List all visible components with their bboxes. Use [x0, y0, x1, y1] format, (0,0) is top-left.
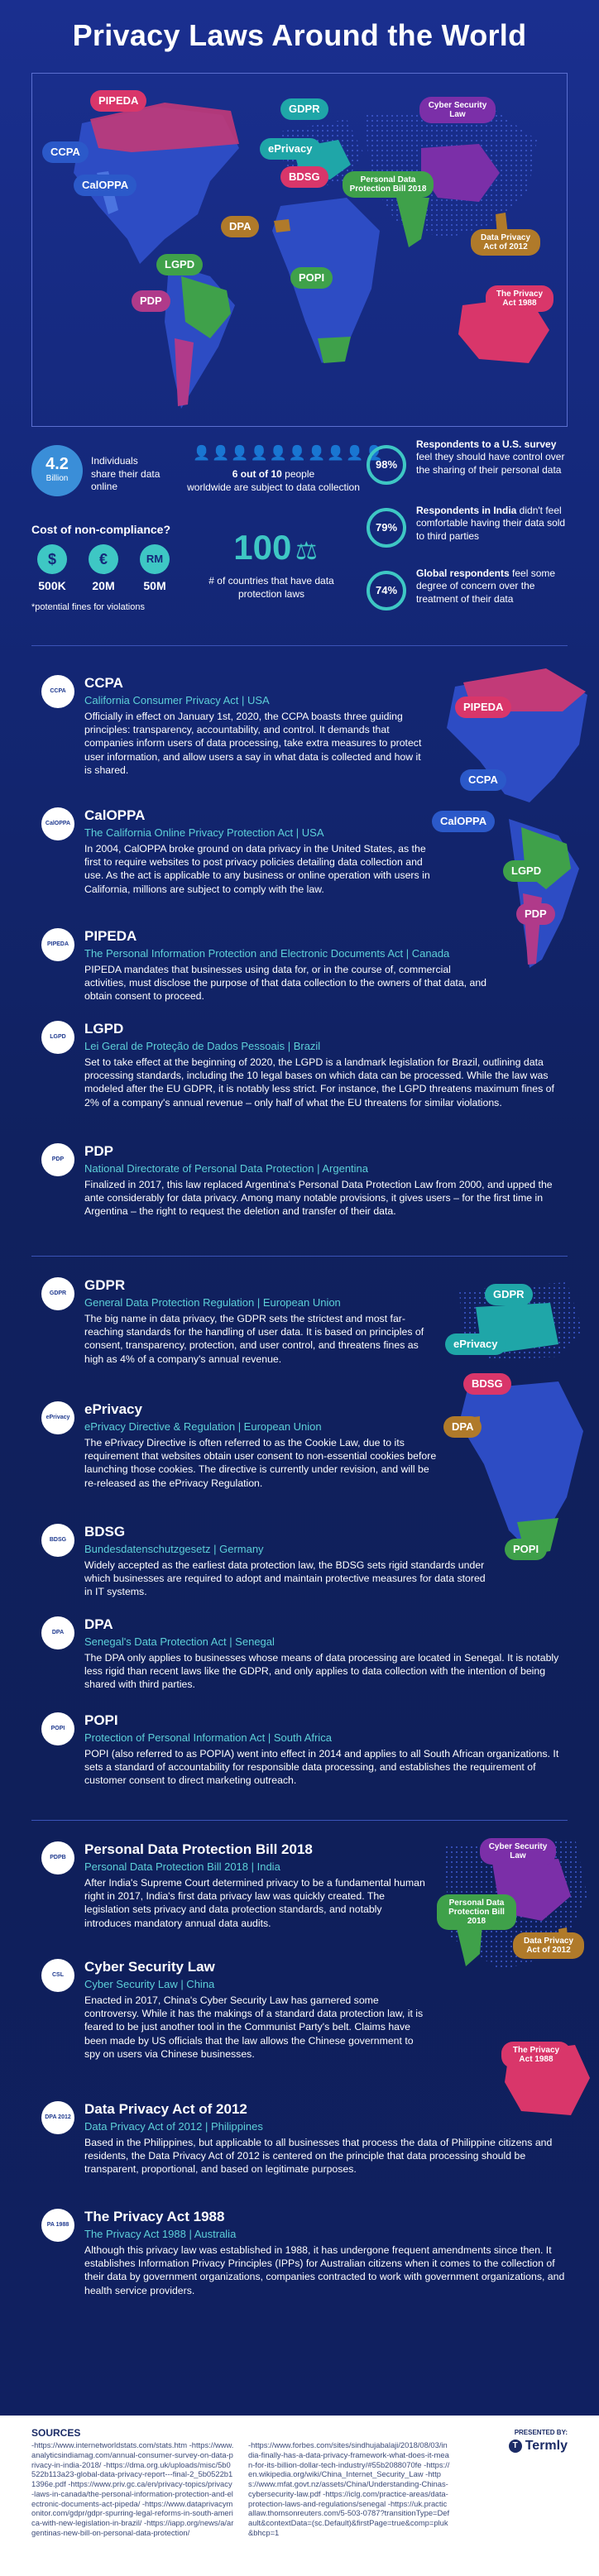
- law-description: Although this privacy law was established in 1988, it has undergone frequent amendments since then. It establishes Information Privacy Principles (IPPs) for Australian citizens when it comes to the collection of their data by government organizations, companies contracted to work with government organizations, and health service providers.: [84, 2244, 565, 2296]
- law-name: GDPR: [84, 1277, 126, 1293]
- presented-by: PRESENTED BY:: [514, 2429, 568, 2436]
- fine-amount: 20M: [92, 579, 115, 592]
- euro-icon: €: [89, 544, 118, 574]
- divider: [31, 1820, 568, 1821]
- cyber-security-logo: CSL: [41, 1959, 74, 1992]
- gdpr-logo: GDPR: [41, 1277, 74, 1310]
- europe-tag-eprivacy: ePrivacy: [445, 1333, 506, 1355]
- privacy-act-1988-logo: PA 1988: [41, 2209, 74, 2242]
- law-name: Cyber Security Law: [84, 1959, 215, 1975]
- people-text-a: people: [281, 468, 315, 480]
- law-subtitle: California Consumer Privacy Act | USA: [84, 694, 270, 706]
- law-description: PIPEDA mandates that businesses using data for, or in the course of, commercial activities, must disclose the purpose of that data collection to the owners of that data, and obtain consent to proceed.: [84, 964, 487, 1003]
- asia-tag-privacy-act-1988: The Privacy Act 1988: [501, 2042, 571, 2068]
- argentina-shape: [175, 338, 194, 406]
- law-subtitle: ePrivacy Directive & Regulation | European Union: [84, 1420, 322, 1433]
- law-description: Widely accepted as the earliest data protection law, the BDSG sets rigid standards under which businesses are required to adopt and maintain protective measures for data stored in IT systems.: [84, 1559, 486, 1598]
- people-text-b: worldwide are subject to data collection: [187, 481, 360, 493]
- law-description: POPI (also referred to as POPIA) went into effect in 2014 and applies to all South African organizations. It sets a standard of accountability for responsible data processing, and establishes the requirement of customer consent to direct marketing outreach.: [84, 1748, 559, 1787]
- share-text: Individuals share their data online: [91, 455, 161, 493]
- survey-text: Global respondents feel some degree of concern over the treatment of their data: [416, 567, 556, 605]
- dpa-logo: DPA: [41, 1616, 74, 1650]
- law-description: Officially in effect on January 1st, 2020, the CCPA boasts three guiding principles: transparency, accountability, and control. It demands that companies inform users of data processing, take extra measures to protect user information, and allow users a say in what data is collected and how it is shared.: [84, 711, 422, 776]
- americas-tag-pipeda: PIPEDA: [455, 697, 511, 718]
- fine-3: [134, 544, 175, 592]
- map-tag-pdpb-2018: Personal Data Protection Bill 2018: [343, 171, 434, 198]
- survey-1: [367, 438, 568, 491]
- law-description: Finalized in 2017, this law replaced Argentina's Personal Data Protection Law from 2000, and upped the ante considerably for data privacy. Among many notable provisions, it gives users – for the first time in Argentina – the right to request the deletion and transfer of their data.: [84, 1179, 553, 1218]
- survey-2: [367, 501, 568, 554]
- countries-text: # of countries that have data protection laws: [208, 575, 334, 600]
- europe-tag-popi: POPI: [505, 1539, 547, 1560]
- pdpb-logo: PDPB: [41, 1841, 74, 1875]
- ringgit-icon: RM: [140, 544, 170, 574]
- americas-tag-lgpd: LGPD: [503, 860, 549, 882]
- senegal-shape: [274, 219, 290, 232]
- law-name: PDP: [84, 1143, 113, 1159]
- billion-number: 4.2: [46, 455, 69, 473]
- asia-oceania-map: [434, 1830, 592, 2144]
- law-name: ePrivacy: [84, 1401, 142, 1417]
- page-title: Privacy Laws Around the World: [72, 18, 527, 52]
- countries-number: 100: [233, 528, 292, 567]
- map-tag-cyber-security-law: Cyber Security Law: [419, 97, 496, 123]
- survey-text: Respondents in India didn't feel comfortable having their data sold to third parties: [416, 505, 566, 542]
- law-description: The ePrivacy Directive is often referred to as the Cookie Law, due to its requirement that websites obtain user consent to non-essential cookies before launching those cookies. The directive is currently under revision, and will be re-released as the ePrivacy Regulation.: [84, 1437, 437, 1489]
- map-tag-bdsg: BDSG: [280, 166, 328, 188]
- world-map-panel: [31, 73, 568, 427]
- law-name: DPA: [84, 1616, 113, 1632]
- asia-tag-dpa-2012: Data Privacy Act of 2012: [513, 1932, 584, 1959]
- asia-tag-pdpb-2018: Personal Data Protection Bill 2018: [437, 1894, 516, 1930]
- fine-amount: 500K: [38, 579, 66, 592]
- law-name: PIPEDA: [84, 928, 137, 944]
- law-name: The Privacy Act 1988: [84, 2209, 225, 2224]
- map-tag-dpa-2012: Data Privacy Act of 2012: [471, 229, 540, 256]
- law-subtitle: The California Online Privacy Protection Act | USA: [84, 826, 324, 839]
- law-subtitle: Bundesdatenschutzgesetz | Germany: [84, 1543, 264, 1555]
- law-subtitle: Protection of Personal Information Act | South Africa: [84, 1731, 332, 1744]
- law-name: CalOPPA: [84, 807, 146, 823]
- map-tag-gdpr: GDPR: [280, 98, 328, 120]
- people-stat: [184, 468, 362, 494]
- law-name: POPI: [84, 1712, 118, 1728]
- sources-panel: [0, 2416, 599, 2576]
- billion-word: Billion: [46, 474, 69, 483]
- law-subtitle: Lei Geral de Proteção de Dados Pessoais | Brazil: [84, 1040, 321, 1052]
- map-tag-lgpd: LGPD: [156, 254, 203, 275]
- pipeda-logo: PIPEDA: [41, 928, 74, 961]
- caloppa-logo: CalOPPA: [41, 807, 74, 840]
- law-name: LGPD: [84, 1021, 124, 1037]
- law-description: Set to take effect at the beginning of 2020, the LGPD is a landmark legislation for Brazil, outlining data processing standards, including the 10 legal bases on which data can be processed. While the law was modeled after the EU GDPR, it is notably less strict. For instance, the LGPD threatens maximum fines of 2% of a company's annual revenue – only half of what the EU threatens for similar violations.: [84, 1056, 554, 1108]
- map-tag-dpa: DPA: [221, 216, 259, 237]
- map-tag-pipeda: PIPEDA: [90, 90, 146, 112]
- scale-icon: ⚖: [295, 538, 318, 565]
- popi-logo: POPI: [41, 1712, 74, 1745]
- dollar-icon: $: [37, 544, 67, 574]
- termly-brand: [509, 2439, 568, 2454]
- law-description: After India's Supreme Court determined privacy to be a fundamental human right in 2017, India's first data privacy law was quickly created. The legislation sets privacy and data protection standards, and notably introduces mandatory annual data audits.: [84, 1877, 425, 1929]
- americas-tag-ccpa: CCPA: [460, 769, 506, 791]
- stats-panel: [31, 438, 568, 629]
- fines-note: *potential fines for violations: [31, 602, 145, 612]
- law-subtitle: Personal Data Protection Bill 2018 | India: [84, 1860, 280, 1873]
- fine-amount: 50M: [143, 579, 166, 592]
- law-name: Data Privacy Act of 2012: [84, 2101, 247, 2117]
- law-name: CCPA: [84, 675, 123, 691]
- bdsg-logo: BDSG: [41, 1524, 74, 1557]
- law-description: Based in the Philippines, but applicable to all businesses that process the data of Philippine citizens and residents, the Data Privacy Act of 2012 is centered on the principle that data processing should be transparent, proportional, and based on legitimate purposes.: [84, 2137, 553, 2176]
- termly-name[interactable]: Termly: [525, 2439, 568, 2453]
- europe-tag-dpa: DPA: [443, 1416, 482, 1438]
- sources-title: SOURCES: [31, 2427, 81, 2439]
- eprivacy-logo: ePrivacy: [41, 1401, 74, 1434]
- termly-logo-icon: T: [509, 2440, 522, 2453]
- survey-text: Respondents to a U.S. survey feel they should have control over the sharing of their personal data: [416, 438, 565, 476]
- survey-3: [367, 564, 568, 617]
- survey-ring: 74%: [367, 571, 406, 610]
- map-tag-caloppa: CalOPPA: [74, 175, 137, 196]
- sources-column-2: -https://www.forbes.com/sites/sindhujabalaji/2018/08/03/india-finally-has-a-data-privacy-framework-what-does-it-mean-for-its-billion-dollar-tech-industry/#55b2088070fe -https://en.wikipedia.org/wiki/China_Internet_Security_Law -https://www.mfat.govt.nz/assets/China/Understanding-Chinas-cybersecurity-law.pdf -https://iclg.com/practice-areas/data-protection-laws-and-regulations/senegal -https://uk.practicallaw.thomsonreuters.com/5-503-0787?transitionType=Default&contextData=(sc.Default)&firstPage=true&comp=pluk&bhcp=1: [248, 2440, 450, 2537]
- cost-title: Cost of non-compliance?: [31, 523, 170, 536]
- south-africa-shape: [318, 337, 351, 363]
- map-tag-eprivacy: ePrivacy: [260, 138, 321, 160]
- pdp-logo: PDP: [41, 1143, 74, 1176]
- law-description: The DPA only applies to businesses whose means of data processing are located in Senegal. It is notably less rigid than recent laws like the GDPR, and only applies to data collection with the intention of being shared with third parties.: [84, 1652, 559, 1691]
- fine-1: [31, 544, 73, 592]
- law-name: Personal Data Protection Bill 2018: [84, 1841, 313, 1857]
- people-icons: 👤👤👤👤👤👤👤👤👤👤: [193, 445, 385, 461]
- dpa-2012-logo: DPA 2012: [41, 2101, 74, 2134]
- law-description: In 2004, CalOPPA broke ground on data privacy in the United States, as the first to require websites to post privacy policies detailing data collection and use. As the act is applicable to any business or online operation with users in California, millions are subject to comply with the law.: [84, 843, 430, 895]
- law-subtitle: Senegal's Data Protection Act | Senegal: [84, 1635, 275, 1648]
- fine-2: [83, 544, 124, 592]
- americas-tag-caloppa: CalOPPA: [432, 811, 495, 832]
- survey-ring: 98%: [367, 445, 406, 485]
- survey-ring: 79%: [367, 508, 406, 548]
- europe-tag-gdpr: GDPR: [485, 1284, 533, 1305]
- sources-column-1: -https://www.internetworldstats.com/stats.htm -https://www.analyticsindiamag.com/annual-consumer-survey-on-data-privacy-in-india-2018/ -https://dma.org.uk/uploads/misc/5b0522b113a23-global-data-privacy-report---final-2_5b0522b11396e.pdf -https://www.priv.gc.ca/en/privacy-topics/privacy-laws-in-canada/the-personal-information-protection-and-electronic-documents-act-pipeda/ -https://www.dataprivacymonitor.com/gdpr/gdpr-spurring-legal-reforms-in-south-america-with-new-legislation-in-brazil/ -https://iapp.org/news/a/argentinas-new-bill-on-personal-data-protection/: [31, 2440, 234, 2537]
- map-tag-privacy-act-1988: The Privacy Act 1988: [486, 285, 553, 312]
- law-description: The big name in data privacy, the GDPR sets the strictest and most far-reaching standards for the handling of user data. It is based on principles of consent, transparency, protection, and user control, and threatens fines as high as 4% of a company's annual revenue.: [84, 1313, 424, 1365]
- divider: [31, 645, 568, 646]
- law-subtitle: Cyber Security Law | China: [84, 1978, 215, 1990]
- law-description: Enacted in 2017, China's Cyber Security Law has garnered some controversy. While it has the makings of a standard data protection law, it is feared to be just another tool in the Communist Party's belt. Claims have been made by US officials that the law allows the Chinese government to spy on users via Chinese businesses.: [84, 1994, 424, 2060]
- law-name: BDSG: [84, 1524, 126, 1539]
- lgpd-logo: LGPD: [41, 1021, 74, 1054]
- law-subtitle: The Privacy Act 1988 | Australia: [84, 2228, 237, 2240]
- asia-tag-cyber-security-law: Cyber Security Law: [480, 1838, 556, 1865]
- europe-tag-bdsg: BDSG: [463, 1373, 511, 1395]
- law-subtitle: General Data Protection Regulation | European Union: [84, 1296, 341, 1309]
- americas-tag-pdp: PDP: [516, 903, 555, 925]
- divider: [31, 1256, 568, 1257]
- map-tag-pdp: PDP: [132, 290, 170, 312]
- law-subtitle: National Directorate of Personal Data Protection | Argentina: [84, 1162, 369, 1175]
- map-tag-popi: POPI: [290, 267, 333, 289]
- ccpa-logo: CCPA: [41, 675, 74, 708]
- law-subtitle: The Personal Information Protection and Electronic Documents Act | Canada: [84, 947, 450, 960]
- countries-row: [193, 528, 358, 567]
- people-strong: 6 out of 10: [232, 468, 282, 480]
- billion-circle: [31, 445, 83, 496]
- law-subtitle: Data Privacy Act of 2012 | Philippines: [84, 2120, 263, 2133]
- map-tag-ccpa: CCPA: [42, 141, 89, 163]
